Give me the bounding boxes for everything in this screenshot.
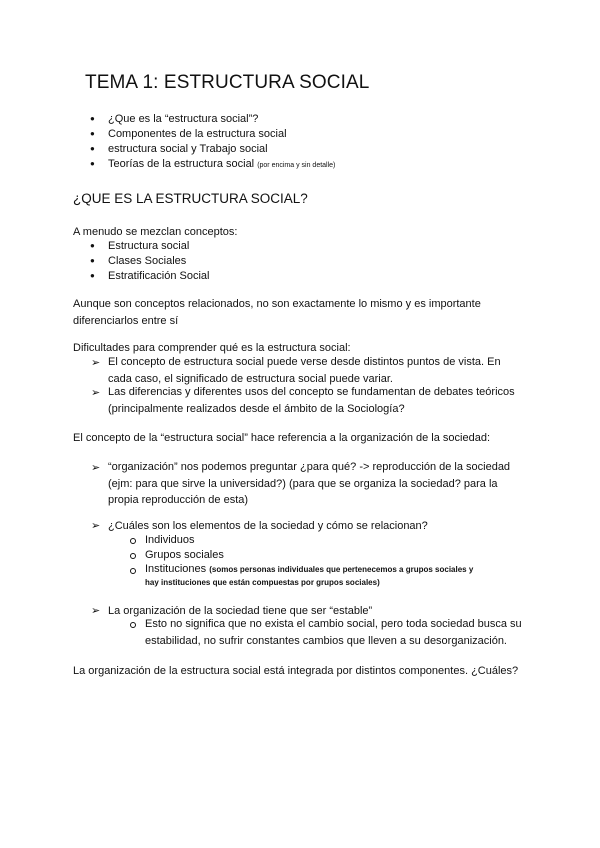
bullet-dot: ● <box>90 241 95 250</box>
concept-paragraph: El concepto de la “estructura social” hace referencia a la organización de la sociedad: <box>73 432 491 444</box>
difficulty-item: El concepto de estructura social puede verse desde distintos puntos de vista. En cada caso, el significado de estructura social puede variar. <box>108 356 501 385</box>
intro-text: A menudo se mezclan conceptos: <box>73 226 238 238</box>
toc-item: estructura social y Trabajo social <box>108 143 268 155</box>
bullet-dot: ● <box>90 114 95 123</box>
toc-item-text: Teorías de la estructura social <box>108 158 258 170</box>
bullet-dot: ● <box>90 271 95 280</box>
concept-item: Clases Sociales <box>108 255 187 267</box>
bullet-dot: ● <box>90 144 95 153</box>
bullet-dot: ● <box>90 129 95 138</box>
stable-point: La organización de la sociedad tiene que ser “estable” <box>108 605 373 617</box>
concept-item: Estructura social <box>108 240 190 252</box>
arrow-bullet-icon: ➢ <box>91 357 101 369</box>
arrow-bullet-icon: ➢ <box>91 462 101 474</box>
bullet-dot: ● <box>90 256 95 265</box>
toc-item <box>108 157 335 173</box>
toc-item-note: (por encima y sin detalle) <box>257 162 336 169</box>
arrow-bullet-icon: ➢ <box>91 520 101 532</box>
element-item: Grupos sociales <box>145 549 224 561</box>
element-item-text: Instituciones <box>145 563 210 575</box>
concept-item: Estratificación Social <box>108 270 210 282</box>
page-title: TEMA 1: ESTRUCTURA SOCIAL <box>85 72 370 93</box>
bullet-dot: ● <box>90 159 95 168</box>
circle-bullet-icon <box>130 538 136 544</box>
difficulty-item: Las diferencias y diferentes usos del concepto se fundamentan de debates teóricos (principalmente realizados desde el ámbito de la Sociología? <box>108 386 515 415</box>
difficulties-intro: Dificultades para comprender qué es la estructura social: <box>73 342 351 354</box>
element-item-note: (somos personas individuales que pertenecemos a grupos sociales y hay instituciones que están compuestas por grupos sociales) <box>145 565 474 587</box>
circle-bullet-icon <box>130 622 136 628</box>
closing-paragraph: La organización de la estructura social está integrada por distintos componentes. ¿Cuáles? <box>73 665 519 677</box>
circle-bullet-icon <box>130 553 136 559</box>
organization-point: “organización” nos podemos preguntar ¿para qué? -> reproducción de la sociedad (ejm: para que sirve la universidad?) (para que se organiza la sociedad? para la propia reproducción de esta) <box>108 461 511 506</box>
toc-item: Componentes de la estructura social <box>108 128 287 140</box>
arrow-bullet-icon: ➢ <box>91 387 101 399</box>
paragraph: Aunque son conceptos relacionados, no son exactamente lo mismo y es importante diferenciarlos entre sí <box>73 298 481 327</box>
circle-bullet-icon <box>130 568 136 574</box>
arrow-bullet-icon: ➢ <box>91 605 101 617</box>
element-item <box>145 563 485 589</box>
section-heading: ¿QUE ES LA ESTRUCTURA SOCIAL? <box>73 191 308 206</box>
element-item: Individuos <box>145 534 195 546</box>
toc-item: ¿Que es la “estructura social”? <box>108 113 259 125</box>
elements-point: ¿Cuáles son los elementos de la sociedad y cómo se relacionan? <box>108 520 428 532</box>
stable-sub-item: Esto no significa que no exista el cambio social, pero toda sociedad busca su estabilidad, no sufrir constantes cambios que lleven a su desorganización. <box>145 618 522 647</box>
